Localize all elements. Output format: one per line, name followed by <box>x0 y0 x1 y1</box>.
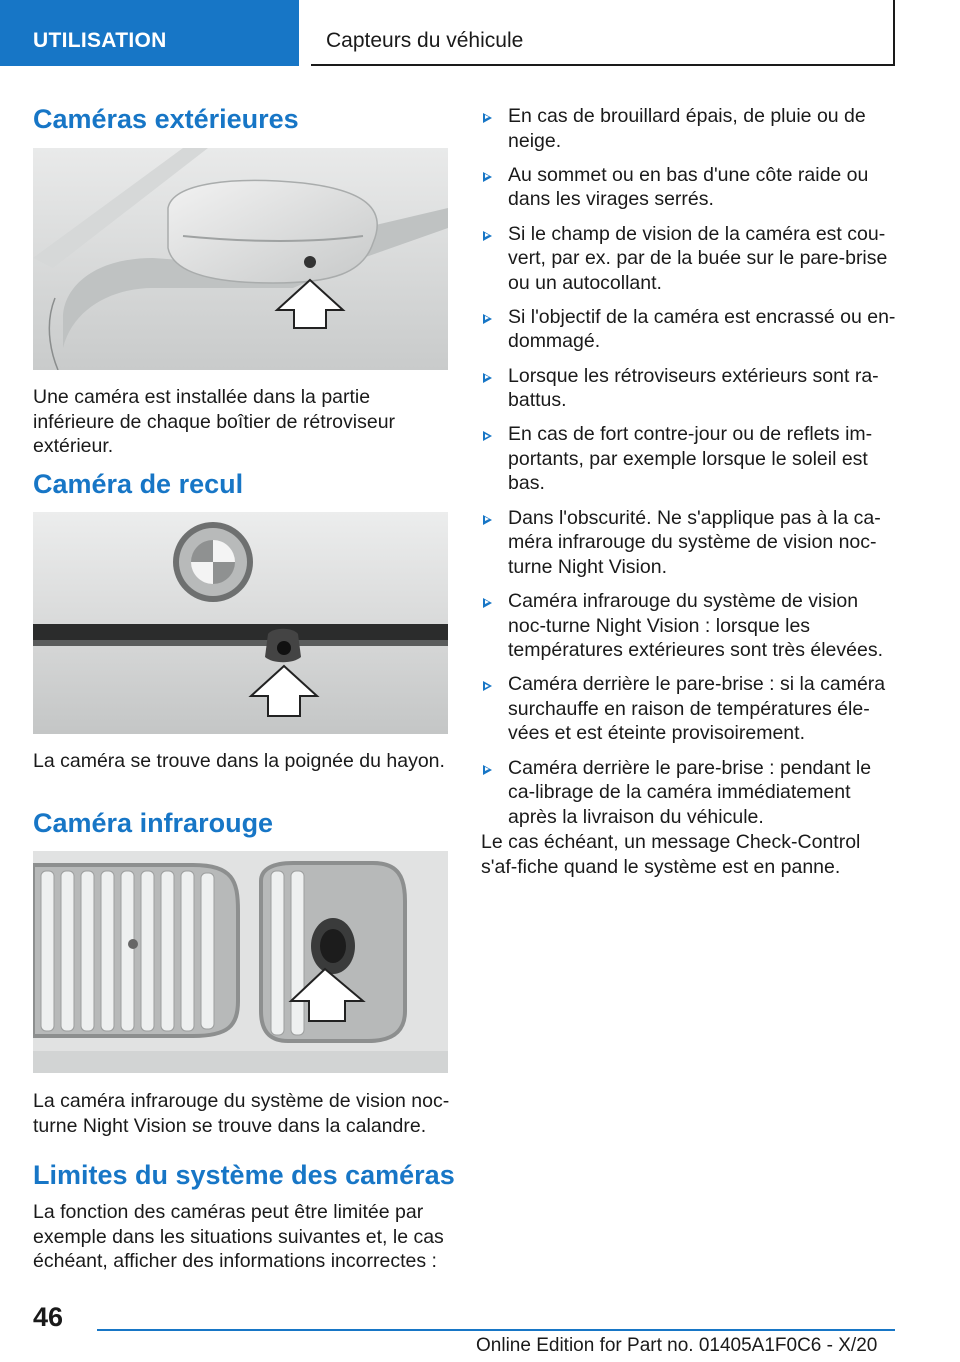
rear-camera-title: Caméra de recul <box>33 469 244 499</box>
list-item: Au sommet ou en bas d'une côte raide ou dans les virages serrés. <box>481 163 899 212</box>
list-item: Si l'objectif de la caméra est encrassé ou en-dommagé. <box>481 305 899 354</box>
camera-limits-intro: La fonction des caméras peut être limitée par exemple dans les situations suivantes et, le cas échéant, afficher des informations incorrectes : <box>33 1201 444 1272</box>
header-chapter-box <box>311 0 895 66</box>
list-item: En cas de fort contre-jour ou de reflets im-portants, par exemple lorsque le soleil est bas. <box>481 422 899 496</box>
triangle-bullet-icon <box>483 431 492 441</box>
list-item: Dans l'obscurité. Ne s'applique pas à la ca-méra infrarouge du système de vision noc-turne Night Vision. <box>481 506 899 580</box>
triangle-bullet-icon <box>483 172 492 182</box>
header-section-label: UTILISATION <box>33 29 167 52</box>
rear-camera-caption: La caméra se trouve dans la poignée du hayon. <box>33 750 445 772</box>
triangle-bullet-icon <box>483 231 492 241</box>
triangle-bullet-icon <box>483 373 492 383</box>
list-item: En cas de brouillard épais, de pluie ou de neige. <box>481 104 899 153</box>
header-chapter-label: Capteurs du véhicule <box>326 29 524 52</box>
triangle-bullet-icon <box>483 681 492 691</box>
header-section-tab <box>0 0 299 66</box>
mirror-camera-image <box>33 148 448 370</box>
camera-limits-list <box>481 104 899 839</box>
list-item: Lorsque les rétroviseurs extérieurs sont ra-battus. <box>481 364 899 413</box>
infrared-camera-title: Caméra infrarouge <box>33 808 274 838</box>
rear-camera-image <box>33 512 448 734</box>
exterior-cameras-caption: Une caméra est installée dans la partie inférieure de chaque boîtier de rétroviseur extérieur. <box>33 386 396 457</box>
triangle-bullet-icon <box>483 515 492 525</box>
list-item: Caméra derrière le pare-brise : si la caméra surchauffe en raison de températures éle-vées et est éteinte provisoirement. <box>481 672 899 746</box>
infrared-camera-image <box>33 851 448 1073</box>
page-number: 46 <box>33 1302 64 1332</box>
camera-limits-title: Limites du système des caméras <box>33 1160 455 1190</box>
list-item: Caméra infrarouge du système de vision noc-turne Night Vision : lorsque les températures extérieures sont très élevées. <box>481 589 899 663</box>
list-item: Si le champ de vision de la caméra est cou-vert, par ex. par de la buée sur le pare-brise ou un autocollant. <box>481 222 899 296</box>
check-control-note: Le cas échéant, un message Check-Control s'af-fiche quand le système est en panne. <box>481 831 861 878</box>
footer-divider <box>97 1329 895 1331</box>
infrared-camera-caption: La caméra infrarouge du système de vision noc-turne Night Vision se trouve dans la calandre. <box>33 1090 450 1137</box>
triangle-bullet-icon <box>483 765 492 775</box>
triangle-bullet-icon <box>483 113 492 123</box>
list-item: Caméra derrière le pare-brise : pendant le ca-librage de la caméra immédiatement après la livraison du véhicule. <box>481 756 899 830</box>
exterior-cameras-title: Caméras extérieures <box>33 104 299 134</box>
footer-edition: Online Edition for Part no. 01405A1F0C6 - X/20 <box>476 1335 878 1356</box>
triangle-bullet-icon <box>483 598 492 608</box>
triangle-bullet-icon <box>483 314 492 324</box>
